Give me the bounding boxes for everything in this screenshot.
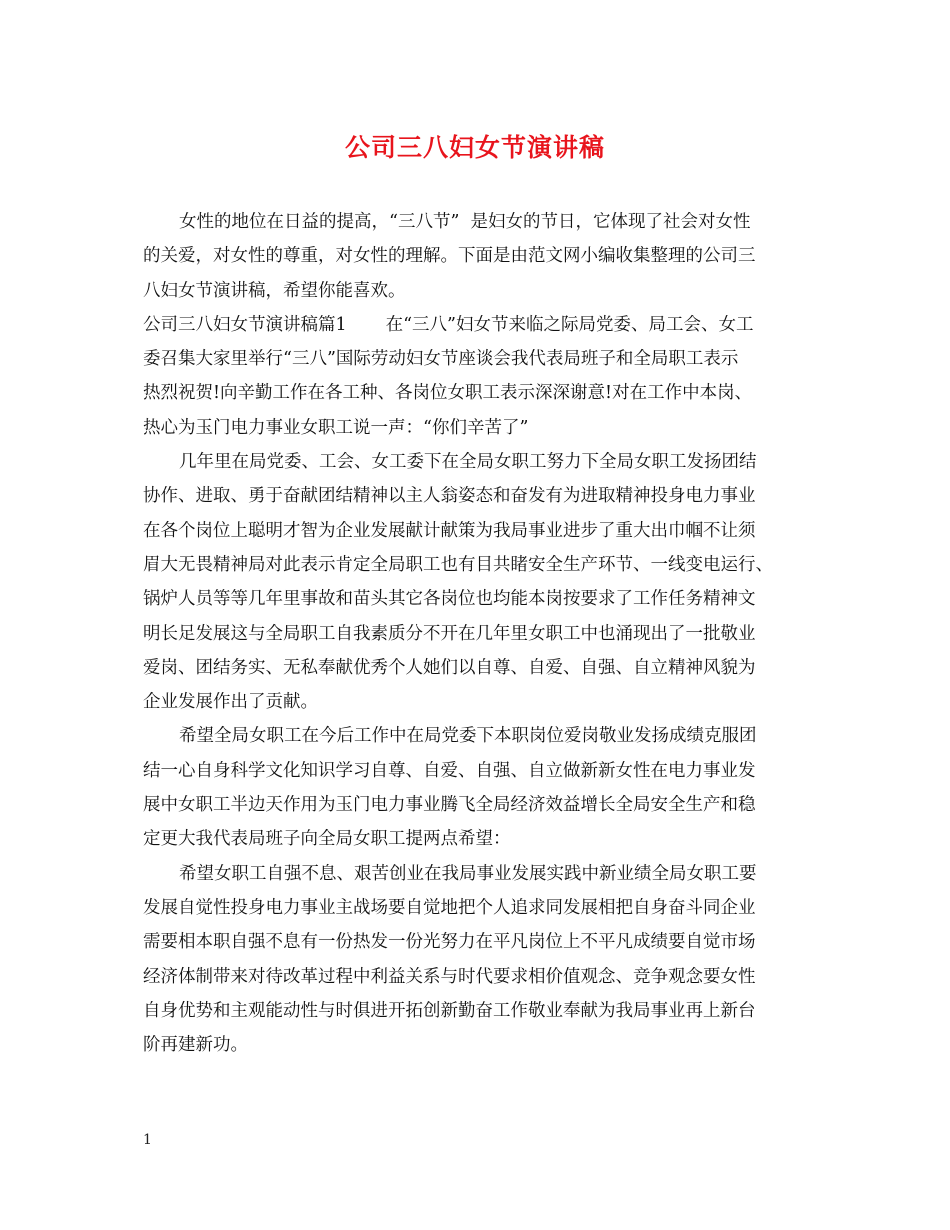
- paragraph-line: 委召集大家里举行“三八”国际劳动妇女节座谈会我代表局班子和全局职工表示: [143, 349, 739, 370]
- document-title: 公司三八妇女节演讲稿: [344, 133, 605, 162]
- paragraph-line: 几年里在局党委、工会、女工委下在全局女职工努力下全局女职工发扬团结: [179, 452, 757, 473]
- paragraph-line: 明长足发展这与全局职工自我素质分不开在几年里女职工中也涌现出了一批敬业: [143, 623, 756, 644]
- paragraph-line: 八妇女节演讲稿，希望你能喜欢。: [143, 280, 406, 301]
- paragraph-line: 定更大我代表局班子向全局女职工提两点希望：: [143, 829, 511, 850]
- paragraph-line: 热心为玉门电力事业女职工说一声：“你们辛苦了”: [143, 417, 529, 438]
- paragraph-line: 公司三八妇女节演讲稿篇1 在“三八”妇女节来临之际局党委、局工会、女工: [143, 314, 754, 335]
- paragraph-line: 发展自觉性投身电力事业主战场要自觉地把个人追求同发展相把自身奋斗同企业: [143, 897, 756, 918]
- paragraph-line: 爱岗、团结务实、无私奉献优秀个人她们以自尊、自爱、自强、自立精神风貌为: [143, 657, 756, 678]
- paragraph-line: 热烈祝贺!向辛勤工作在各工种、各岗位女职工表示深深谢意!对在工作中本岗、: [143, 383, 753, 404]
- paragraph-line: 企业发展作出了贡献。: [143, 692, 318, 713]
- paragraph-line: 阶再建新功。: [143, 1035, 248, 1056]
- paragraph-line: 希望女职工自强不息、艰苦创业在我局事业发展实践中新业绩全局女职工要: [179, 863, 757, 884]
- paragraph-line: 眉大无畏精神局对此表示肯定全局职工也有目共睹安全生产环节、一线变电运行、: [143, 554, 773, 575]
- paragraph-line: 自身优势和主观能动性与时俱进开拓创新勤奋工作敬业奉献为我局事业再上新台: [143, 1000, 756, 1021]
- paragraph-line: 结一心自身科学文化知识学习自尊、自爱、自强、自立做新新女性在电力事业发: [143, 760, 756, 781]
- paragraph-line: 协作、进取、勇于奋献团结精神以主人翁姿态和奋发有为进取精神投身电力事业: [143, 486, 756, 507]
- document-body: [143, 205, 828, 1062]
- paragraph-line: 锅炉人员等等几年里事故和苗头其它各岗位也均能本岗按要求了工作任务精神文: [143, 589, 756, 610]
- paragraph-line: 的关爱，对女性的尊重，对女性的理解。下面是由范文网小编收集整理的公司三: [143, 246, 756, 267]
- paragraph-line: 女性的地位在日益的提高，“三八节” 是妇女的节日，它体现了社会对女性: [179, 212, 751, 232]
- paragraph-line: 需要相本职自强不息有一份热发一份光努力在平凡岗位上不平凡成绩要自觉市场: [143, 932, 756, 953]
- paragraph-line: 经济体制带来对待改革过程中利益关系与时代要求相价值观念、竞争观念要女性: [143, 966, 756, 987]
- paragraph-line: 在各个岗位上聪明才智为企业发展献计献策为我局事业进步了重大出巾帼不让须: [143, 520, 756, 541]
- paragraph-line: 展中女职工半边天作用为玉门电力事业腾飞全局经济效益增长全局安全生产和稳: [143, 795, 756, 816]
- page-number: 1: [143, 1132, 152, 1148]
- paragraph-line: 希望全局女职工在今后工作中在局党委下本职岗位爱岗敬业发扬成绩克服团: [179, 726, 757, 747]
